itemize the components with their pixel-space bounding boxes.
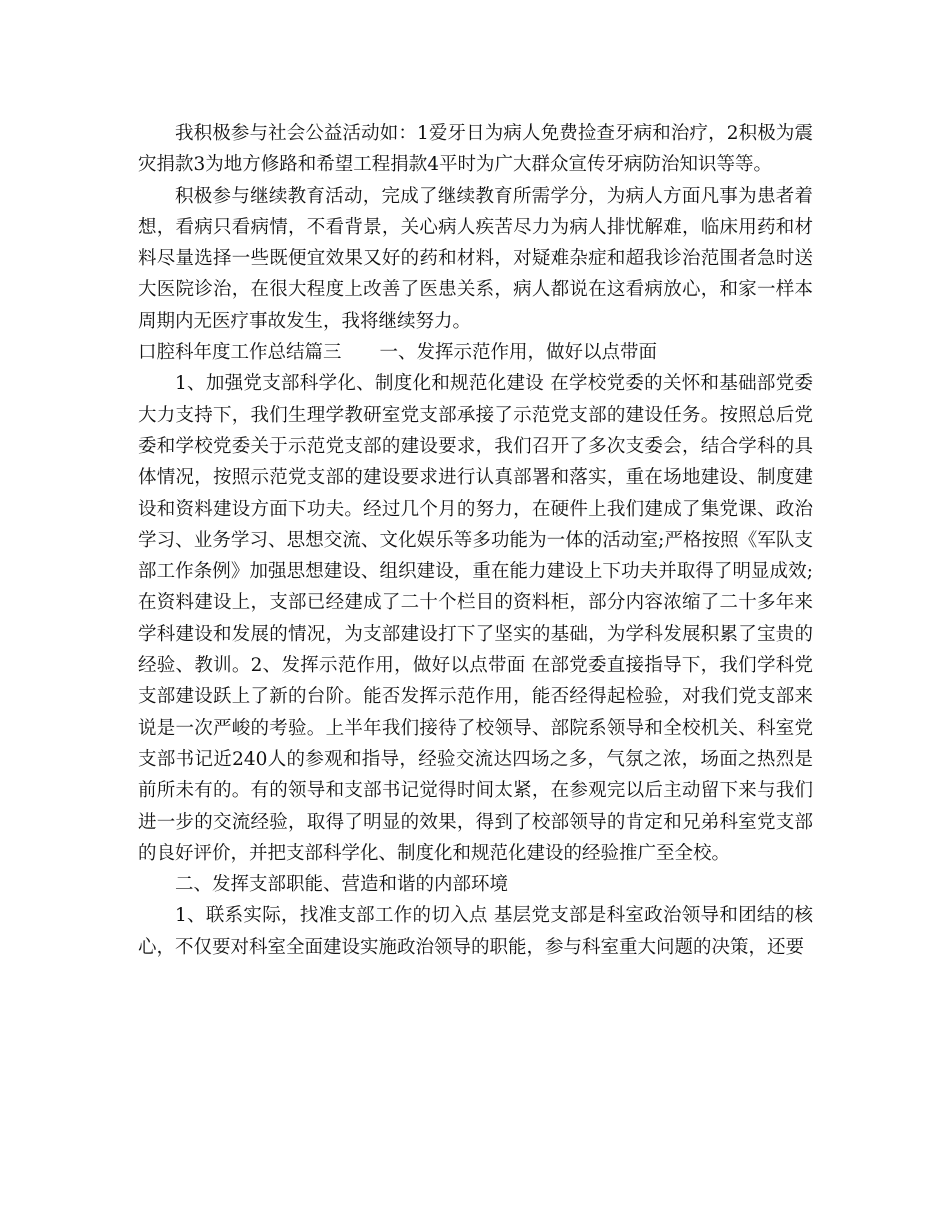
paragraph-party-branch-building: 1、加强党支部科学化、制度化和规范化建设 在学校党委的关怀和基础部党委大力支持下，我们生理学教研室党支部承接了示范党支部的建设任务。按照总后党委和学校党委关于示范党支部的建设要求，我们召开了多次支委会，结合学科的具体情况，按照示范党支部的建设要求进行认真部署和落实，重在场地建设、制度建设和资料建设方面下功夫。经过几个月的努力，在硬件上我们建成了集党课、政治学习、业务学习、思想交流、文化娱乐等多功能为一体的活动室;严格按照《军队支部工作条例》加强思想建设、组织建设，重在能力建设上下功夫并取得了明显成效;在资料建设上，支部已经建成了二十个栏目的资料柜，部分内容浓缩了二十多年来学科建设和发展的情况，为支部建设打下了坚实的基础，为学科发展积累了宝贵的经验、教训。2、发挥示范作用，做好以点带面 在部党委直接指导下，我们学科党支部建设跃上了新的台阶。能否发挥示范作用，能否经得起检验，对我们党支部来说是一次严峻的考验。上半年我们接待了校领导、部院系领导和全校机关、科室党支部书记近240人的参观和指导，经验交流达四场之多，气氛之浓，场面之热烈是前所未有的。有的领导和支部书记觉得时间太紧，在参观完以后主动留下来与我们进一步的交流经验，取得了明显的效果，得到了校部领导的肯定和兄弟科室党支部的良好评价，并把支部科学化、制度化和规范化建设的经验推广至全校。 — [138, 373, 813, 864]
section-subtitle: 一、发挥示范作用，做好以点带面 — [379, 342, 658, 364]
section-heading-line — [138, 337, 813, 368]
subheading-branch-functions: 二、发挥支部职能、营造和谐的内部环境 — [175, 874, 509, 896]
paragraph-public-welfare: 我积极参与社会公益活动如：1爱牙日为病人免费捡查牙病和治疗，2积极为震灾捐款3为地方修路和希望工程捐款4平时为广大群众宣传牙病防治知识等等。 — [138, 123, 813, 176]
document-body — [138, 118, 813, 963]
paragraph-continuing-education: 积极参与继续教育活动，完成了继续教育所需学分，为病人方面凡事为患者着想，看病只看病情，不看背景，关心病人疾苦尽力为病人排忧解难，临床用药和材料尽量选择一些既便宜效果又好的药和材料，对疑难杂症和超我诊治范围者急时送大医院诊治，在很大程度上改善了医患关系，病人都说在这看病放心，和家一样本周期内无医疗事故发生，我将继续努力。 — [138, 185, 813, 332]
paragraph-entry-point: 1、联系实际，找准支部工作的切入点 基层党支部是科室政治领导和团结的核心，不仅要对科室全面建设实施政治领导的职能，参与科室重大问题的决策，还要 — [138, 905, 813, 958]
section-title: 口腔科年度工作总结篇三 — [138, 342, 342, 364]
